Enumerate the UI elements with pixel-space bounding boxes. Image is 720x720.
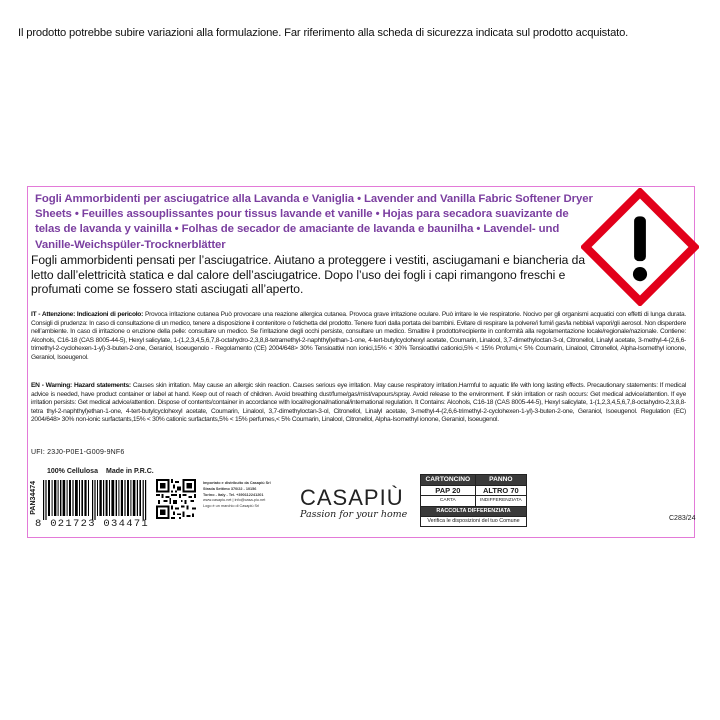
en-hazard-text [31, 382, 686, 425]
product-title: Fogli Ammorbidenti per asciugatrice alla Lavanda e Vaniglia • Lavender and Vanilla Fabric Softener Dryer Sheets • Feuilles assouplissantes pour tissus lavande et vanille • Hojas para secadora suavizante de telas de lavanda y vainilla • Folhas de secador de amaciante de lavanda e baunilha • Lavendel- und Vanille-Weichspüler-Trocknerblätter [35, 193, 593, 251]
importer-line: Importato e distribuito da Casapiù Srl [203, 481, 271, 485]
ghs-exclamation-icon [581, 188, 699, 306]
product-code: PAN34474 [30, 481, 37, 515]
product-description: Fogli ammorbidenti pensati per l’asciugatrice. Aiutano a proteggere i vestiti, asciugamani e biancheria da letto dall’elettricità statica e dal calore dell’asciugatrice. Dopo l’uso dei fogli i capi rimangono freschi e profumati come se fossero stati asciugati all’aperto. [31, 253, 586, 297]
recycle-type-cloth: INDIFFERENZIATA [475, 496, 526, 507]
it-warning-label: IT - Attenzione: Indicazioni di pericolo: [31, 311, 144, 318]
revision-code: C283/24 [669, 515, 696, 522]
recycle-header-cloth: PANNO [475, 475, 526, 486]
it-hazard-text [31, 311, 686, 363]
barcode-number: 8 021723 034471 [35, 518, 150, 530]
material-text: 100% Cellulosa [47, 468, 98, 475]
importer-line: Logo è un marchio di Casapiù Srl [203, 504, 260, 509]
ufi-code: UFI: 23J0-P0E1-G009-9NF6 [31, 449, 125, 456]
importer-line: www.casapiu.net | info@casa-piu.net [203, 498, 266, 503]
it-warning-body: Provoca irritazione cutanea Può provocare una reazione allergica cutanea. Provoca grave irritazione oculare. Può irritare le vie respiratorie. Nocivo per gli organismi acquatici con effetti di lunga durata. Consigli di prudenza: In caso di consultazione di un medico, tenere a disposizione il contenitore o l’etichetta del prodotto. Tenere fuori dalla portata dei bambini. Evitare di respirare la polvere/i fumi/i gas/la nebbia/i vapori/gli aerosol. Non disperdere nell’ambiente. In caso di irritazione o eruzione della pelle: consultare un medico. Se l’irritazione degli occhi persiste, consultare un medico. Smaltire il prodotto/recipiente in conformità alla regolamentazione locale/regionale/nazionale. Contiene: Alcohols, C16-18 (CAS 8005-44-5), Hexyl salicylate, 1-(1,2,3,4,5,6,7,8-octahydro-2,3,8,8-tetramethyl-2-naphthyl)ethan-1-one, 4-tert-butylcyclohexyl acetate, Coumarin, Linalool, 3,7-dimethyloctan-3-ol, Citronellol, Linalyl acetate, 3-methyl-4-(2,6,6-trimethyl-2-cyclohexen-1-yl)-3-buten-2-one, Geraniol, Isoeugenolo - Regolamento (CE) 2004/648> 30% Tensioattivi non ionici,15% < 30% Tensioattivi cationici,5% < 15% Profumi,< 5% Coumarin, Linalool, Citronellol, Alpha-Isomethyl ionone, Geraniol, Isoeugenol. [31, 311, 686, 361]
brand-tagline: Passion for your home [300, 509, 408, 520]
recycle-note: Verifica le disposizioni del tuo Comune [421, 517, 527, 527]
recycle-code-cloth: ALTRO 70 [475, 485, 526, 496]
recycle-code-card: PAP 20 [421, 485, 476, 496]
en-warning-body: Causes skin irritation. May cause an allergic skin reaction. Causes serious eye irritation. May cause respiratory irritation.Harmful to aquatic life with long lasting effects. Precautionary statements: If medical advice is needed, have product container or label at hand. Keep out of reach of children. Avoid breathing dust/fume/gas/mist/vapours/spray. Avoid release to the environment. If skin irritation or rash occurs: Get medical advice/attention. If eye irritation persists: Get medical advice/attention. Dispose of contents/container in accordance with local/regional/national/international regulation. It Contains: Alcohols, C16-18 (CAS 8005-44-5), Hexyl salicylate, 1-(1,2,3,4,5,6,7,8-octahydro-2,3,8,8-tetra thyl-2-naphthyl)ethan-1-one, 4-tert-butylcyclohexyl acetate, Coumarin, Linalool, 3,7-dimethyloctan-3-ol, Citronellol, Linalyl acetate, 3-methyl-4-(2,6,6-trimethyl-2-cyclohexen-1-yl)-3-buten-2-one, Geraniol, Isoeugenol. Regulation (EC) 2004/648> 30% non-ionic surfactants,15% < 30% cationic surfactants,5% < 15% perfumes,< 5% Coumarin, Linalool, Citronellol, Alpha-Isomethyl ionone, Geraniol, Isoeugenol. [31, 382, 686, 424]
origin-text: Made in P.R.C. [106, 468, 154, 475]
importer-info [203, 481, 295, 510]
qr-code [156, 479, 196, 519]
en-warning-label: EN - Warning: Hazard statements: [31, 382, 131, 389]
recycle-collection: RACCOLTA DIFFERENZIATA [421, 506, 527, 517]
importer-line: Torino - Italy - Tel. +390112241201 [203, 492, 264, 497]
barcode [43, 480, 148, 520]
brand-logo: CASAPIÙ [300, 485, 404, 510]
product-label [27, 186, 695, 538]
disclaimer-text: Il prodotto potrebbe subire variazioni alla formulazione. Far riferimento alla scheda di sicurezza indicata sul prodotto acquistato. [18, 27, 629, 39]
recycle-header-card: CARTONCINO [421, 475, 476, 486]
recycling-table [420, 474, 527, 527]
importer-line: Strada Settimo 370/22 - 10156 [203, 486, 257, 491]
recycle-type-card: CARTA [421, 496, 476, 507]
